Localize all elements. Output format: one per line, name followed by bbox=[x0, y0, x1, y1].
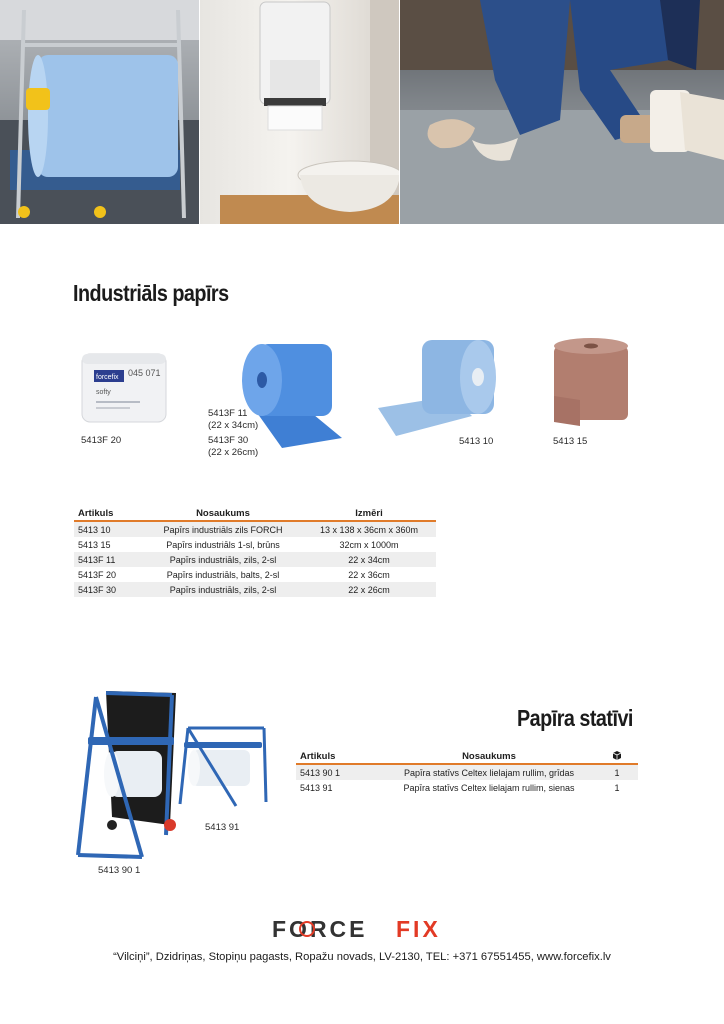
cell-quantity: 1 bbox=[596, 764, 638, 780]
table-row bbox=[74, 552, 436, 567]
cell-dimensions: 22 x 26cm bbox=[302, 582, 436, 597]
column-header-dimensions: Izmēri bbox=[302, 507, 436, 521]
cell-name: Papīrs industriāls, balts, 2-sl bbox=[166, 569, 280, 580]
wrap-brand-text: forcefix bbox=[96, 374, 119, 381]
cell-article: 5413F 11 bbox=[74, 552, 144, 567]
column-header-article: Artikuls bbox=[296, 750, 382, 764]
cell-dimensions: 13 x 138 x 36cm x 360m bbox=[302, 521, 436, 537]
blue-paper-roll-image bbox=[238, 340, 346, 450]
photo-paper-stand-workshop bbox=[0, 0, 199, 224]
industrial-paper-table bbox=[74, 507, 436, 597]
package-icon bbox=[612, 751, 622, 760]
table-row bbox=[296, 780, 638, 795]
cell-dimensions: 22 x 34cm bbox=[302, 552, 436, 567]
forcefix-logo bbox=[272, 916, 454, 942]
cell-article: 5413 91 bbox=[300, 782, 333, 793]
cell-dimensions: 22 x 36cm bbox=[348, 569, 390, 580]
section-title-paper-stands: Papīra statīvi bbox=[517, 705, 633, 731]
section-title-industrial-paper: Industriāls papīrs bbox=[73, 280, 229, 306]
table-header-row bbox=[74, 507, 436, 521]
product-code: 5413 91 bbox=[205, 822, 240, 833]
cell-article: 5413 10 bbox=[74, 521, 144, 537]
logo-left-text: FORCE bbox=[272, 916, 368, 942]
product-code: 5413 15 bbox=[553, 436, 588, 447]
photo-paper-dispenser-sink bbox=[200, 0, 399, 224]
column-header-name: Nosaukums bbox=[144, 507, 302, 521]
column-header-name: Nosaukums bbox=[382, 750, 596, 764]
table-row bbox=[74, 567, 436, 582]
column-header-article: Artikuls bbox=[74, 507, 144, 521]
logo-right-text: FIX bbox=[396, 916, 441, 942]
wrap-label-text: softy bbox=[96, 389, 111, 396]
product-code-size-line: (22 x 26cm) bbox=[208, 447, 259, 458]
wrap-code-text: 045 071 bbox=[128, 368, 161, 378]
product-code: 5413F 20 bbox=[81, 435, 122, 446]
table-header-row bbox=[296, 750, 638, 764]
white-paper-roll-image bbox=[80, 350, 170, 425]
table-row bbox=[296, 764, 638, 780]
product-code: 5413 90 1 bbox=[98, 865, 141, 876]
product-code-size-line: 5413F 30 bbox=[208, 435, 249, 446]
hero-photo-strip bbox=[0, 0, 724, 224]
cell-article: 5413 90 1 bbox=[296, 764, 382, 780]
column-header-quantity bbox=[596, 750, 638, 764]
cell-article: 5413 15 bbox=[78, 539, 111, 550]
cell-name: Papīra statīvs Celtex lielajam rullim, sienas bbox=[403, 782, 575, 793]
light-blue-paper-roll-image bbox=[372, 336, 498, 440]
table-row bbox=[74, 582, 436, 597]
cell-dimensions: 32cm x 1000m bbox=[339, 539, 399, 550]
floor-paper-stand-image bbox=[72, 685, 184, 863]
cell-name: Papīrs industriāls, zils, 2-sl bbox=[144, 582, 302, 597]
table-row bbox=[74, 537, 436, 552]
product-code-size-line: (22 x 34cm) bbox=[208, 420, 259, 431]
brown-paper-roll-image bbox=[550, 336, 632, 428]
cell-quantity: 1 bbox=[614, 782, 620, 793]
paper-stands-table bbox=[296, 750, 638, 795]
cell-name: Papīrs industriāls, zils, 2-sl bbox=[144, 552, 302, 567]
table-row bbox=[74, 521, 436, 537]
cell-name: Papīrs industriāls 1-sl, brūns bbox=[166, 539, 280, 550]
cell-name: Papīra statīvs Celtex lielajam rullim, grīdas bbox=[382, 764, 596, 780]
cell-article: 5413F 30 bbox=[74, 582, 144, 597]
company-address: “Vilciņi”, Dzidriņas, Stopiņu pagasts, Ropažu novads, LV-2130, TEL: +371 67551455, www.forcefix.lv bbox=[113, 951, 611, 963]
product-code-size-line: 5413F 11 bbox=[208, 408, 248, 419]
photo-worker-wiping-floor bbox=[400, 0, 724, 224]
cell-name: Papīrs industriāls zils FORCH bbox=[144, 521, 302, 537]
product-code: 5413 10 bbox=[459, 436, 494, 447]
cell-article: 5413F 20 bbox=[78, 569, 117, 580]
wall-paper-stand-image bbox=[178, 722, 270, 808]
